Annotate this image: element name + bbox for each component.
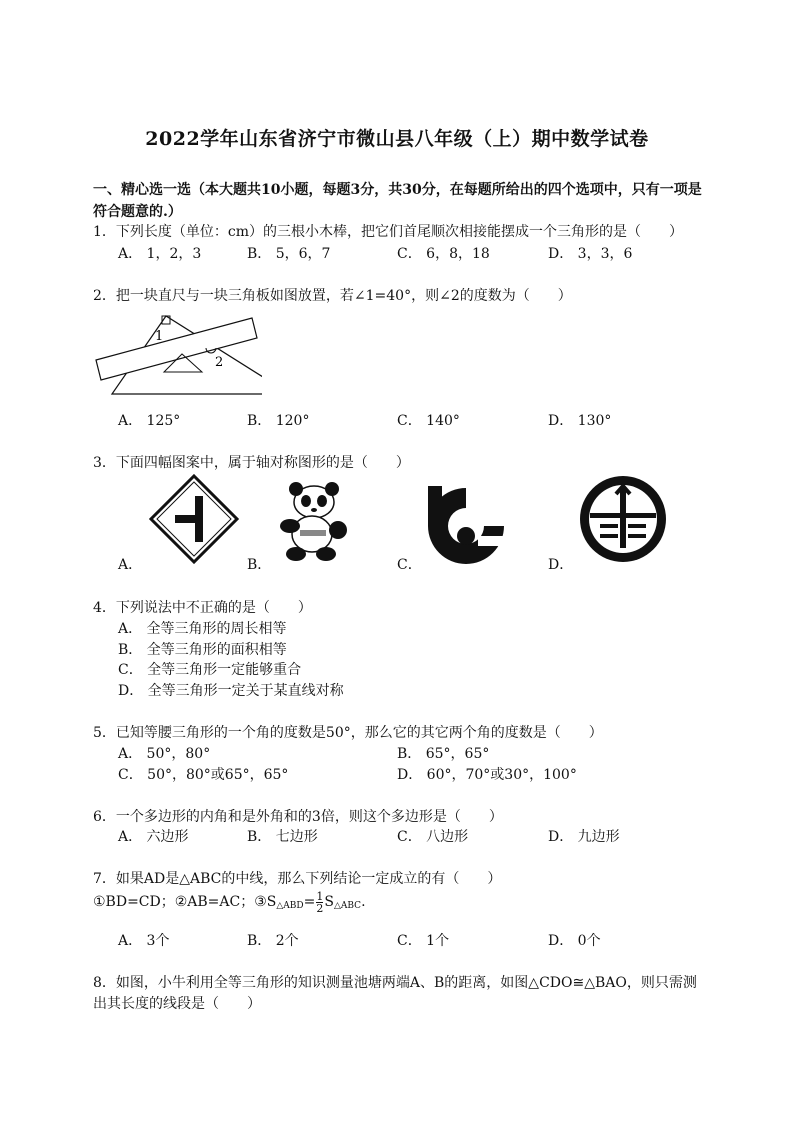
question-4-stem: 4．下列说法中不正确的是（ ）	[93, 600, 312, 616]
ruler	[96, 318, 257, 380]
q5-option-d: D． 60°，70°或30°，100°	[397, 767, 577, 783]
q7-eq: =	[303, 894, 316, 910]
question-8-line-2: 出其长度的线段是（ ）	[93, 996, 261, 1012]
q6-option-a: A． 六边形	[118, 829, 189, 845]
q7-conclusions	[93, 890, 366, 918]
q3-option-d: D．	[548, 557, 574, 573]
question-1-stem: 1．下列长度（单位：cm）的三根小木棒，把它们首尾顺次相接能摆成一个三角形的是（ ）	[93, 224, 684, 240]
q1-option-b: B． 5，6，7	[247, 246, 331, 262]
q7-end: .	[361, 894, 366, 910]
question-5-stem: 5．已知等腰三角形的一个角的度数是50°，那么它的其它两个角的度数是（ ）	[93, 725, 603, 741]
ruler-triangle-figure	[92, 310, 262, 398]
q6-option-d: D． 九边形	[548, 829, 620, 845]
q7-fraction	[316, 891, 323, 914]
q2-option-c: C． 140°	[397, 413, 460, 429]
question-7-stem: 7．如果AD是△ABC的中线，那么下列结论一定成立的有（ ）	[93, 871, 502, 887]
section-heading: 一、精心选一选（本大题共10小题，每题3分，共30分，在每题所给出的四个选项中，只有一项是符合题意的.）	[93, 182, 702, 220]
q1-option-a: A． 1，2，3	[118, 246, 202, 262]
q7-sub-abd: △ABD	[276, 901, 304, 911]
q3-option-c: C．	[397, 557, 422, 573]
question-6-stem: 6．一个多边形的内角和是外角和的3倍，则这个多边形是（ ）	[93, 809, 503, 825]
question-3-stem: 3．下面四幅图案中，属于轴对称图形的是（ ）	[93, 455, 410, 471]
q5-option-a: A． 50°，80°	[118, 746, 211, 762]
logo-c-icon	[422, 482, 510, 568]
round-emblem-icon	[578, 474, 668, 564]
q5-option-c: C． 50°，80°或65°，65°	[118, 767, 289, 783]
q2-option-d: D． 130°	[548, 413, 612, 429]
q7-s: S	[324, 894, 334, 910]
q2-option-b: B． 120°	[247, 413, 310, 429]
q6-option-c: C． 八边形	[397, 829, 469, 845]
q7-fraction-den: 2	[316, 901, 324, 915]
q1-option-c: C． 6，8，18	[397, 246, 490, 262]
question-8-line-1: 8．如图，小牛利用全等三角形的知识测量池塘两端A、B的距离，如图△CDO≅△BAO，则只需测	[93, 975, 697, 991]
q7-option-d: D． 0个	[548, 933, 601, 949]
q7-sub-abc: △ABC	[333, 901, 362, 911]
q7-option-c: C． 1个	[397, 933, 450, 949]
q4-option-d: D． 全等三角形一定关于某直线对称	[118, 683, 344, 699]
q7-option-a: A． 3个	[118, 933, 170, 949]
panda-icon	[270, 482, 358, 564]
q4-option-a: A． 全等三角形的周长相等	[118, 621, 287, 637]
q6-option-b: B． 七边形	[247, 829, 318, 845]
q7-conclusions-text: ①BD=CD；②AB=AC；③S	[93, 894, 277, 910]
angle-1-label: 1	[155, 329, 164, 344]
q5-option-b: B． 65°，65°	[397, 746, 490, 762]
q7-option-b: B． 2个	[247, 933, 299, 949]
road-sign-diamond-icon	[149, 474, 239, 564]
q4-option-c: C． 全等三角形一定能够重合	[118, 662, 302, 678]
q7-fraction-num: 1	[316, 889, 324, 903]
q4-option-b: B． 全等三角形的面积相等	[118, 642, 287, 658]
q1-option-d: D． 3，3，6	[548, 246, 633, 262]
q3-option-b: B．	[247, 557, 272, 573]
q2-option-a: A． 125°	[118, 413, 181, 429]
question-2-stem: 2．把一块直尺与一块三角板如图放置，若∠1=40°，则∠2的度数为（ ）	[93, 288, 572, 304]
q3-option-a: A．	[118, 557, 143, 573]
angle-2-label: 2	[215, 355, 224, 370]
page-title: 2022学年山东省济宁市微山县八年级（上）期中数学试卷	[145, 128, 649, 150]
